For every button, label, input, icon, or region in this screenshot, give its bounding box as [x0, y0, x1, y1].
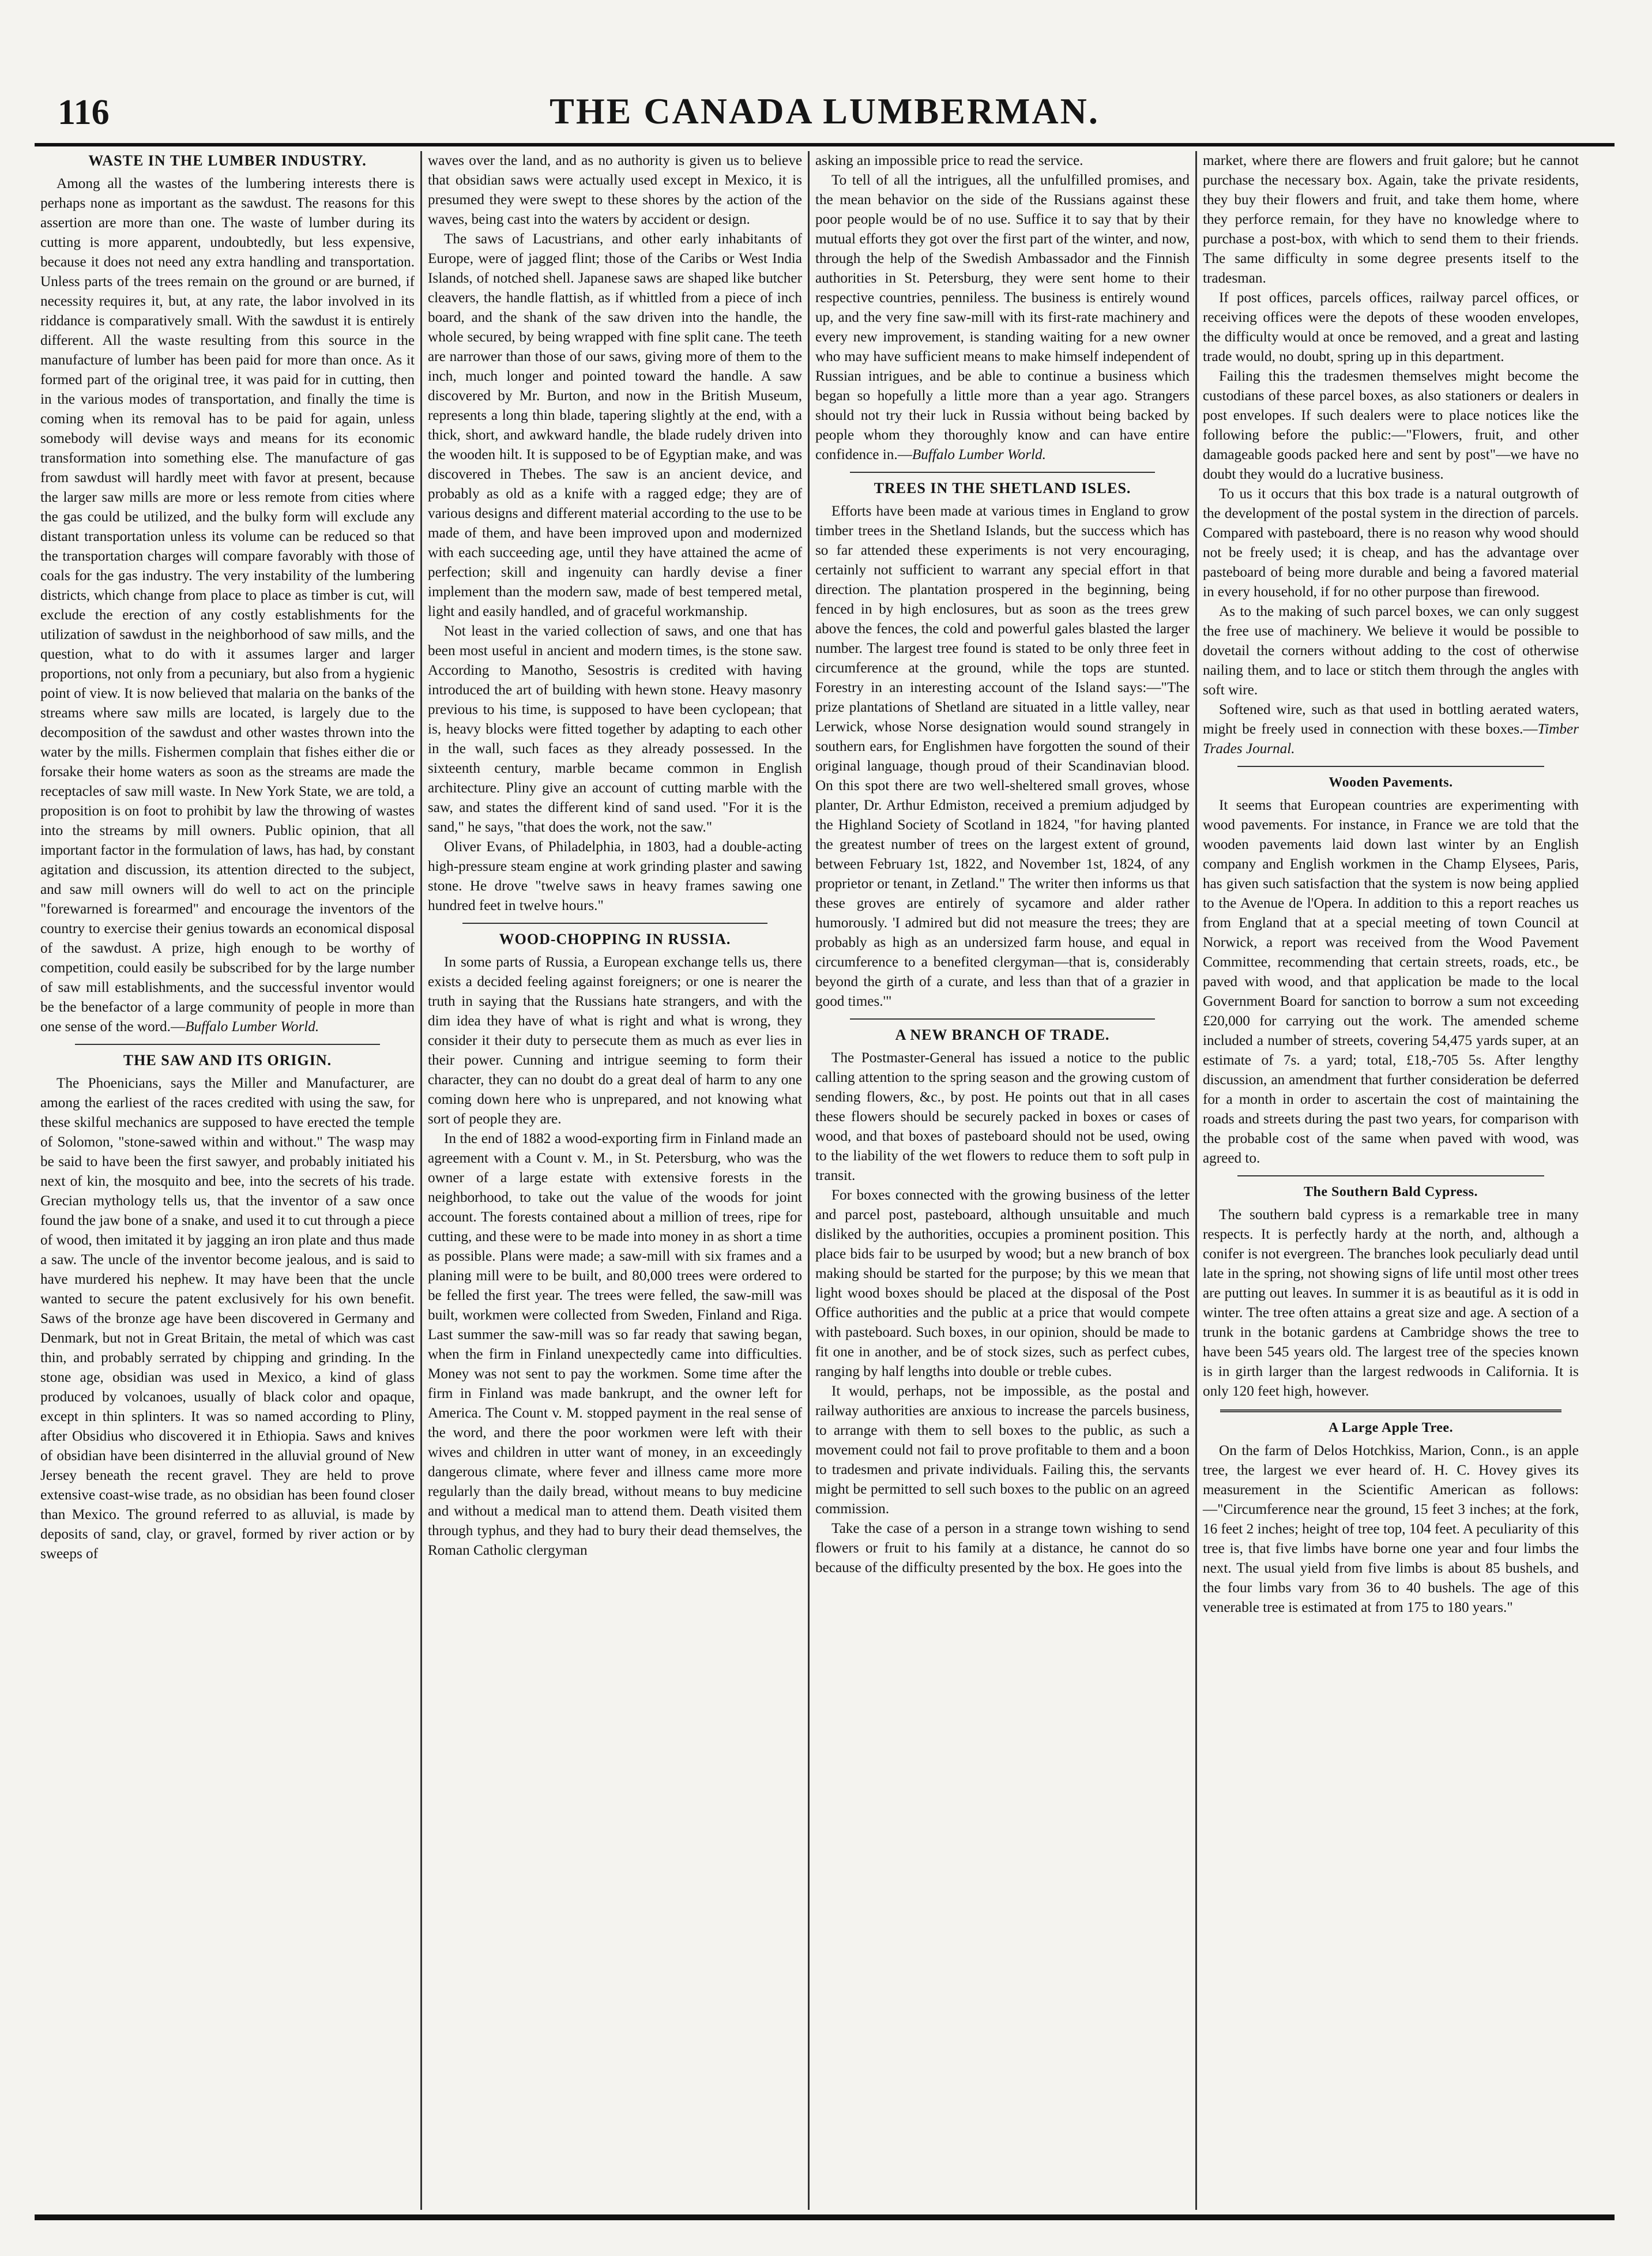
article-paragraph: Oliver Evans, of Philadelphia, in 1803, had a double-acting high-pressure steam engine at work grinding plaster and sawing stone. He drove "twelve saws in heavy frames sawing one hundred feet in twelve hours." — [428, 839, 802, 913]
article-heading: THE SAW AND ITS ORIGIN. — [123, 1052, 332, 1069]
header-rule — [35, 143, 1615, 146]
article-paragraph: For boxes connected with the growing business of the letter and parcel post, pasteboard, although unsuitable and much disliked by the authorities, occupies a prominent position. This place bids fair to be usurped by wood; but a new branch of box making should be started for the purpose; by this we mean that light wood boxes should be placed at the disposal of the Post Office authorities and the public at a price that would compete with pasteboard. Such boxes, in our opinion, should be made to fit one in another, and be of stock sizes, such as perfect cubes, ranging by half lengths into double or treble cubes. — [815, 1187, 1190, 1379]
article-paragraph: market, where there are flowers and fruit galore; but he cannot purchase the necessary box. Again, take the private residents, they buy their flowers and fruit, and take them home, where they perforce remain, for they have no knowledge where to purchase a post-box, with which to send them to their friends. The same difficulty in some degree presents itself to the tradesman. — [1203, 153, 1579, 286]
article-source: Buffalo Lumber World. — [912, 447, 1046, 463]
article-divider — [462, 923, 767, 924]
article-paragraph: Softened wire, such as that used in bottling aerated waters, might be freely used in connection with these boxes.—Timber Trades Journal. — [1203, 702, 1579, 757]
column-2 — [422, 151, 810, 2210]
article-paragraph: Take the case of a person in a strange town wishing to send flowers or fruit to his family at a distance, he cannot do so because of the difficulty presented by the box. He goes into the — [815, 1521, 1190, 1576]
article-paragraph: Among all the wastes of the lumbering interests there is perhaps none as important as the sawdust. The reasons for this assertion are more than one. The waste of lumber during its cutting is more apparent, undoubtedly, but less expensive, because it does not need any extra handling and transportation. Unless parts of the trees remain on the ground or are burned, if necessity requires it, but, at any rate, the labor involved in its riddance is comparatively small. With the sawdust it is entirely different. All the waste resulting from this source in the manufacture of lumber has been paid for more than once. As it formed part of the original tree, it was paid for in cutting, then in the various modes of transportation, and finally the time is coming when its removal has to be paid for again, unless somebody will devise ways and means for its economic transformation into something else. The manufacture of gas from sawdust will hardly meet with favor at present, because the larger saw mills are more or less remote from cities where the gas could be utilized, and the bulky form will exclude any distant transportation unless its volume can be reduced so that the transportation charges will compare favorably with those of coals for the gas industry. The very instability of the lumbering districts, which change from place to place as timber is cut, will exclude the erection of any costly establishments for the utilization of sawdust in the neighborhood of saw mills, and the question, what to do with it assumes larger and larger proportions, not only from a pecuniary, but also from a hygienic point of view. It is now believed that malaria on the banks of the streams where saw mills are located, is largely due to the decomposition of the sawdust and other wastes thrown into the water by the mills. Fishermen complain that fishes either die or forsake their home waters as soon as the streams are made the receptacles of saw mill waste. In New York State, we are told, a proposition is on foot to prohibit by law the throwing of wastes into the streams by mill owners. Public opinion, that all important factor in the formulation of laws, has had, by constant agitation and discussion, its attention directed to the subject, and saw mill owners will do well to act on the principle "forewarned is forearmed" and encourage the inventors of the country to exercise their genius towards an economical disposal of the sawdust. A prize, high enough to be worthy of competition, could easily be subscribed for by the large number of saw mill establishments, and the successful inventor would be the benefactor of a large community of people in more than one sense of the word.—Buffalo Lumber World. — [40, 176, 415, 1035]
article-source: Buffalo Lumber World. — [185, 1019, 319, 1035]
article-paragraph: It seems that European countries are experimenting with wood pavements. For instance, in France we are told that the wooden pavements laid down last winter by an English company and English workmen in the Champ Elysees, Paris, has given such satisfaction that the system is now being applied to the Avenue de l'Opera. In addition to this a report reaches us from England that at a special meeting of town Council at Norwick, a report was received from the Wood Pavement Committee, recommending that certain streets, roads, etc., be paved with wood, and that application be made to the local Government Board for sanction to borrow a sum not exceeding £20,000 for carrying out the work. The amended scheme included a number of streets, covering 54,475 yards super, at an estimate of 7s. a yard; total, £18,-705 5s. After lengthy discussion, an amendment that further consideration be deferred for a month in order to ascertain the cost of maintaining the roads and streets during the past two years, for comparison with the probable cost of the same when paved with wood, was agreed to. — [1203, 798, 1579, 1166]
article-paragraph: To us it occurs that this box trade is a natural outgrowth of the development of the postal system in the direction of parcels. Compared with pasteboard, there is no reason why wood should not be freely used; it is cheap, and has the advantage over pasteboard of being more durable and being a favored material in every household, if for no other purpose than firewood. — [1203, 486, 1579, 600]
paragraph-text: Among all the wastes of the lumbering interests there is perhaps none as important as the sawdust. The reasons for this assertion are more than one. The waste of lumber during its cutting is more apparent, undoubtedly, but less expensive, because it does not need any extra handling and transportation. Unless parts of the trees remain on the ground or are burned, if necessity requires it, but, at any rate, the labor involved in its riddance is comparatively small. With the sawdust it is entirely different. All the waste resulting from this source in the manufacture of lumber has been paid for more than once. As it formed part of the original tree, it was paid for in cutting, then in the various modes of transportation, and finally the time is coming when its removal has to be paid for again, unless somebody will devise ways and means for its economic transformation into something else. The manufacture of gas from sawdust will hardly meet with favor at present, because the larger saw mills are more or less remote from cities where the gas could be utilized, and the bulky form will exclude any distant transportation unless its volume can be reduced so that the transportation charges will compare favorably with those of coals for the gas industry. The very instability of the lumbering districts, which change from place to place as timber is cut, will exclude the erection of any costly establishments for the utilization of sawdust in the neighborhood of saw mills, and the question, what to do with it assumes larger and larger proportions, not only from a pecuniary, but also from a hygienic point of view. It is now believed that malaria on the banks of the streams where saw mills are located, is largely due to the decomposition of the sawdust and other wastes thrown into the water by the mills. Fishermen complain that fishes either die or forsake their home waters as soon as the streams are made the receptacles of saw mill waste. In New York State, we are told, a proposition is on foot to prohibit by law the throwing of wastes into the streams by mill owners. Public opinion, that all important factor in the formulation of laws, has had, by constant agitation and discussion, its attention directed to the subject, and saw mill owners will do well to act on the principle "forewarned is forearmed" and encourage the inventors of the country to exercise their genius towards an economical disposal of the sawdust. A prize, high enough to be worthy of competition, could easily be subscribed for by the large number of saw mill establishments, and the successful inventor would be the benefactor of a large community of people in more than one sense of the word. — [40, 176, 415, 1035]
article-heading: WOOD-CHOPPING IN RUSSIA. — [499, 931, 731, 947]
article-heading: A Large Apple Tree. — [1328, 1420, 1454, 1435]
page-number: 116 — [58, 93, 110, 132]
newspaper-page — [35, 87, 1615, 2232]
article-columns — [35, 151, 1615, 2210]
page-header — [35, 87, 1615, 141]
column-1 — [35, 151, 422, 2210]
article-heading: WASTE IN THE LUMBER INDUSTRY. — [88, 152, 367, 169]
article-paragraph: The saws of Lacustrians, and other early inhabitants of Europe, were of jagged flint; those of the Caribs or West India Islands, of notched shell. Japanese saws are shaped like butcher cleavers, the handle flattish, as if whittled from a piece of inch board, and the shank of the saw driven into the handle, the whole secured, by being wrapped with fine split cane. The teeth are narrower than those of our saws, giving more of them to the inch, much longer and pointed toward the handle. A saw discovered by Mr. Burton, and now in the British Museum, represents a long thin blade, tapering slightly at the end, with a thick, short, and awkward handle, the blade rudely driven into the wooden hilt. It is supposed to be of Egyptian make, and was discovered in Thebes. The saw is an ancient device, and probably as old as a knife with a ragged edge; they are of various designs and different material according to the use to be made of them, and have been improved upon and modernized with each succeeding age, until they have attained the acme of perfection; skill and ingenuity can hardly devise a finer implement than the modern saw, made of best tempered metal, light and easily handled, and of graceful workmanship. — [428, 231, 802, 619]
article-paragraph: On the farm of Delos Hotchkiss, Marion, Conn., is an apple tree, the largest we ever heard of. H. C. Hovey gives its measurement in the Scientific American as follows:—"Circumference near the ground, 15 feet 3 inches; at the fork, 16 feet 2 inches; height of tree top, 104 feet. A peculiarity of this tree is, that five limbs have borne one year and four limbs the next. The usual yield from five limbs is about 85 bushels, and the four limbs vary from 36 to 40 bushels. The age of this venerable tree is estimated at from 175 to 180 years." — [1203, 1443, 1579, 1615]
column-4 — [1197, 151, 1585, 2210]
article-heading: Wooden Pavements. — [1329, 775, 1453, 790]
article-paragraph: asking an impossible price to read the service. — [815, 153, 1083, 168]
article-heading: The Southern Bald Cypress. — [1304, 1185, 1478, 1200]
article-paragraph: Not least in the varied collection of saws, and one that has been most useful in ancient and modern times, is the stone saw. According to Manotho, Sesostris is credited with having introduced the art of building with hewn stone. Heavy masonry previous to his time, is supposed to have been cyclopean; that is, heavy blocks were fitted together by adapting to each other in the wall, such faces as they already possessed. In the sixteenth century, marble became common in English architecture. Pliny give an account of cutting marble with the saw, and states the different kind of sand used. "For it is the sand," he says, "that does the work, not the saw." — [428, 623, 802, 835]
article-paragraph: In some parts of Russia, a European exchange tells us, there exists a decided feeling against foreigners; or one is nearer the truth in saying that the Russians hate strangers, and with the dim idea they have of what is right and what is wrong, they consider it their duty to persecute them as much as ever lies in their power. Cunning and intrigue seeming to form their character, they can no doubt do a great deal of harm to any one coming down here who is unprepared, and not knowing what sort of people they are. — [428, 954, 802, 1127]
article-paragraph: If post offices, parcels offices, railway parcel offices, or receiving offices were the depots of these wooden envelopes, the difficulty would at once be removed, and a great and lasting trade would, no doubt, spring up in this department. — [1203, 290, 1579, 364]
article-heading: A NEW BRANCH OF TRADE. — [895, 1027, 1110, 1043]
article-divider — [1220, 1409, 1561, 1412]
paragraph-text: Softened wire, such as that used in bottling aerated waters, might be freely used in connection with these boxes. — [1203, 702, 1579, 737]
article-divider — [850, 1018, 1155, 1020]
article-paragraph: Efforts have been made at various times in England to grow timber trees in the Shetland Islands, but the success which has so far attended these experiments is not very encouraging, certainly not sufficient to warrant any special effort in that direction. The plantation prospered in the beginning, being fenced in by high enclosures, but as soon as the trees grew above the fences, the cold and powerful gales blasted the larger number. The largest tree found is stated to be only three feet in circumference at the ground, while the tops are stunted. Forestry in an interesting account of the Island says:—"The prize plantations of Shetland are situated in a little valley, near Lerwick, whose Norse designation would sound strangely in southern ears, for Englishmen have forgotten the sound of their original language, though proud of their Scandinavian blood. On this spot there are two well-sheltered small groves, whose planter, Dr. Arthur Edmiston, received a premium adjudged by the Highland Society of Scotland in 1824, "for having planted the greatest number of trees on the largest extent of ground, between February 1st, 1822, and November 1st, 1824, of any proprietor or tenant, in Zetland." The writer then informs us that these groves are entirely of sycamore and alder rather humorously. 'I admired but did not measure the trees; they are probably as high as an undersized farm house, and equal in circumference to a benefited clergyman—that is, considerably beyond the girth of a curate, and less than that of a grazier in good times.'" — [815, 503, 1190, 1009]
article-paragraph: In the end of 1882 a wood-exporting firm in Finland made an agreement with a Count v. M., in St. Petersburg, who was the owner of a large estate with extensive forests in the neighborhood, to take out the value of the woods for joint account. The forests contained about a million of trees, ripe for cutting, and these were to be made into money in as short a time as possible. Plans were made; a saw-mill with six frames and a planing mill were to be built, and 80,000 trees were ordered to be felled the first year. The trees were felled, the saw-mill was built, workmen were collected from Sweden, Finland and Riga. Last summer the saw-mill was so far ready that sawing began, when the firm in Finland unexpectedly came into difficulties. Money was not sent to pay the workmen. Some time after the firm in Finland was made bankrupt, and the owner left for America. The Count v. M. stopped payment in the real sense of the word, and there the poor workmen were left with their wives and children in utter want of money, in an exceedingly dangerous climate, where fever and illness came more more regularly than the daily bread, without means to buy medicine and without a medical man to attend them. Death visited them through typhus, and they had to bury their dead themselves, the Roman Catholic clergyman — [428, 1131, 802, 1558]
article-paragraph: As to the making of such parcel boxes, we can only suggest the free use of machinery. We believe it would be possible to dovetail the corners without adding to the cost of otherwise nailing them, and to lace or stitch them through the angles with soft wire. — [1203, 604, 1579, 698]
article-paragraph: The southern bald cypress is a remarkable tree in many respects. It is perfectly hardy at the north, and, although a conifer is not evergreen. The branches look peculiarly dead until late in the spring, not showing signs of life until most other trees are putting out leaves. In summer it is as beautiful as it is odd in winter. The tree often attains a great size and age. A section of a trunk in the botanic gardens at Cambridge shows the tree to have been 545 years old. The largest tree of the species known is in girth larger than the largest redwoods in California. It is only 120 feet high, however. — [1203, 1207, 1579, 1399]
footer-rule — [35, 2214, 1615, 2220]
article-paragraph: It would, perhaps, not be impossible, as the postal and railway authorities are anxious to increase the parcels business, to arrange with them to sell boxes to the public, as such a movement could not fail to prove profitable to them and a boon to tradesmen and private individuals. Failing this, the servants might be permitted to sell such boxes to the public on an agreed commission. — [815, 1383, 1190, 1517]
article-paragraph: The Phoenicians, says the Miller and Manufacturer, are among the earliest of the races credited with using the saw, for these skilful mechanics are supposed to have erected the temple of Solomon, "stone-sawed within and without." The wasp may be said to have been the first sawyer, and probably initiated his next of kin, the mosquito and bee, into the secrets of his trade. Grecian mythology tells us, that the inventor of a saw once found the jaw bone of a snake, and used it to cut through a piece of wood, then imitated it by jagging an iron plate and thus made a saw. The uncle of the inventor become jealous, and is said to have murdered his nephew. It may have been that the uncle wanted to secure the patent exclusively for his own benefit. Saws of the bronze age have been discovered in Germany and Denmark, but not in Great Britain, the metal of which was cast thin, and probably serrated by chipping and grinding. In the stone age, obsidian was used in Mexico, a kind of glass produced by volcanoes, usually of black color and opaque, except in thin splinters. It was so named according to Pliny, after Obsidius who discovered it in Ethiopia. Saws and knives of obsidian have been disinterred in the alluvial ground of New Jersey beneath the recent gravel. They are held to prove extensive coast-wise trade, as no obsidian has been found closer than Mexico. The ground referred to as alluvial, is made by deposits of sand, clay, or gravel, formed by river action or by sweeps of — [40, 1076, 415, 1562]
article-divider — [1237, 1175, 1544, 1176]
article-divider — [75, 1044, 380, 1045]
article-divider — [1237, 766, 1544, 767]
article-paragraph: waves over the land, and as no authority is given us to believe that obsidian saws were actually used except in Mexico, it is presumed they were swept to these shores by the action of the waves, being cast into the waters by accident or design. — [428, 153, 802, 227]
article-source: Timber Trades Journal. — [1203, 721, 1579, 757]
article-divider — [850, 472, 1155, 473]
article-heading: TREES IN THE SHETLAND ISLES. — [874, 480, 1131, 497]
article-paragraph: To tell of all the intrigues, all the unfulfilled promises, and the mean behavior on the side of the Russians against these poor people would be of no use. Suffice it to say that by their mutual efforts they got over the first part of the winter, and now, through the help of the Swedish Ambassador and the Finnish authorities in St. Petersburg, they were sent home to their respective countries, penniless. The business is entirely wound up, and the very fine saw-mill with its first-rate machinery and every new improvement, is standing waiting for a new owner who may have sufficient means to make himself independent of Russian intrigues, and be able to continue a business which began so hopefully a little more than a year ago. Strangers should not try their luck in Russia without being backed by people whom they thoroughly know and can have entire confidence in.—Buffalo Lumber World. — [815, 172, 1190, 463]
masthead-title: THE CANADA LUMBERMAN. — [550, 91, 1100, 131]
article-paragraph: The Postmaster-General has issued a notice to the public calling attention to the spring season and the growing custom of sending flowers, &c., by post. He points out that in all cases these flowers should be securely packed in boxes or cases of wood, and that boxes of pasteboard should not be used, owing to the liability of the wet flowers to reduce them to soft pulp in transit. — [815, 1050, 1190, 1183]
paragraph-text: To tell of all the intrigues, all the unfulfilled promises, and the mean behavior on the side of the Russians against these poor people would be of no use. Suffice it to say that by their mutual efforts they got over the first part of the winter, and now, through the help of the Swedish Ambassador and the Finnish authorities in St. Petersburg, they were sent home to their respective countries, penniless. The business is entirely wound up, and the very fine saw-mill with its first-rate machinery and every new improvement, is standing waiting for a new owner who may have sufficient means to make himself independent of Russian intrigues, and be able to continue a business which began so hopefully a little more than a year ago. Strangers should not try their luck in Russia without being backed by people whom they thoroughly know and can have entire confidence in. — [815, 172, 1190, 463]
column-3 — [810, 151, 1197, 2210]
article-paragraph: Failing this the tradesmen themselves might become the custodians of these parcel boxes, as also stationers or dealers in post envelopes. If such dealers were to place notices like the following before the public:—"Flowers, fruit, and other damageable goods packed here and sent by post"—we have no doubt they would do a lucrative business. — [1203, 369, 1579, 482]
